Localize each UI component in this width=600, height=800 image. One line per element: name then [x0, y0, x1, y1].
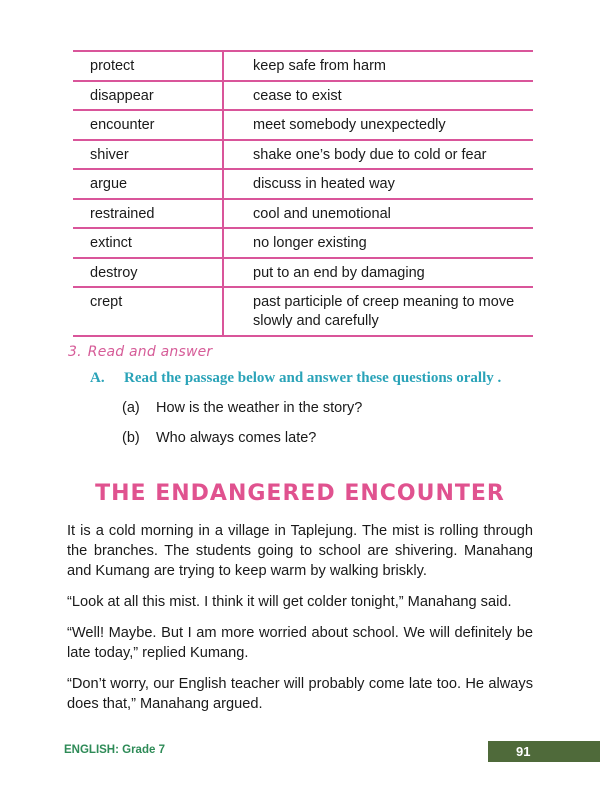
vocab-meaning: keep safe from harm — [223, 51, 533, 81]
page-number: 91 — [516, 744, 531, 759]
vocab-word: extinct — [73, 228, 223, 258]
question-text: How is the weather in the story? — [156, 400, 363, 416]
story-title: THE ENDANGERED ENCOUNTER — [95, 481, 505, 506]
passage-paragraph: “Well! Maybe. But I am more worried about school. We will definitely be late today,” replied Kumang. — [67, 625, 533, 661]
vocab-word: restrained — [73, 199, 223, 229]
table-row — [73, 169, 533, 199]
vocab-word: protect — [73, 51, 223, 81]
table-row — [73, 258, 533, 288]
table-row — [73, 81, 533, 111]
table-row — [73, 199, 533, 229]
passage-paragraph: It is a cold morning in a village in Taplejung. The mist is rolling through the branches. The students going to school are shivering. Manahang and Kumang are trying to keep warm by walking briskly. — [67, 523, 533, 579]
section-title: Read and answer — [87, 344, 213, 360]
vocab-word: shiver — [73, 140, 223, 170]
question-item — [122, 430, 362, 460]
subsection-heading — [90, 370, 501, 387]
passage-paragraph: “Look at all this mist. I think it will get colder tonight,” Manahang said. — [67, 594, 512, 610]
vocab-meaning: no longer existing — [223, 228, 533, 258]
table-row — [73, 51, 533, 81]
vocab-word: destroy — [73, 258, 223, 288]
page-number-bar — [488, 741, 600, 762]
vocab-word: disappear — [73, 81, 223, 111]
passage-paragraph: “Don’t worry, our English teacher will probably come late too. He always does that,” Manahang argued. — [67, 676, 533, 712]
question-label: (b) — [122, 430, 140, 446]
section-number: 3. — [68, 344, 82, 360]
subsection-instruction: Read the passage below and answer these questions orally . — [124, 370, 502, 386]
vocab-word: argue — [73, 169, 223, 199]
question-list — [122, 400, 362, 460]
vocab-meaning: past participle of creep meaning to move slowly and carefully — [223, 287, 533, 336]
vocab-meaning: discuss in heated way — [223, 169, 533, 199]
table-row — [73, 287, 533, 336]
vocab-meaning: cool and unemotional — [223, 199, 533, 229]
footer-book-label: ENGLISH: Grade 7 — [64, 744, 165, 756]
vocab-meaning: cease to exist — [223, 81, 533, 111]
table-row — [73, 228, 533, 258]
section-heading — [68, 344, 212, 360]
question-text: Who always comes late? — [156, 430, 317, 446]
question-label: (a) — [122, 400, 140, 416]
vocab-word: crept — [73, 287, 223, 336]
question-item — [122, 400, 362, 430]
vocab-meaning: put to an end by damaging — [223, 258, 533, 288]
table-row — [73, 140, 533, 170]
story-passage — [67, 521, 533, 725]
subsection-letter: A. — [90, 370, 105, 386]
vocab-meaning: shake one’s body due to cold or fear — [223, 140, 533, 170]
table-row — [73, 110, 533, 140]
vocab-word: encounter — [73, 110, 223, 140]
vocab-meaning: meet somebody unexpectedly — [223, 110, 533, 140]
vocabulary-table — [73, 50, 533, 337]
